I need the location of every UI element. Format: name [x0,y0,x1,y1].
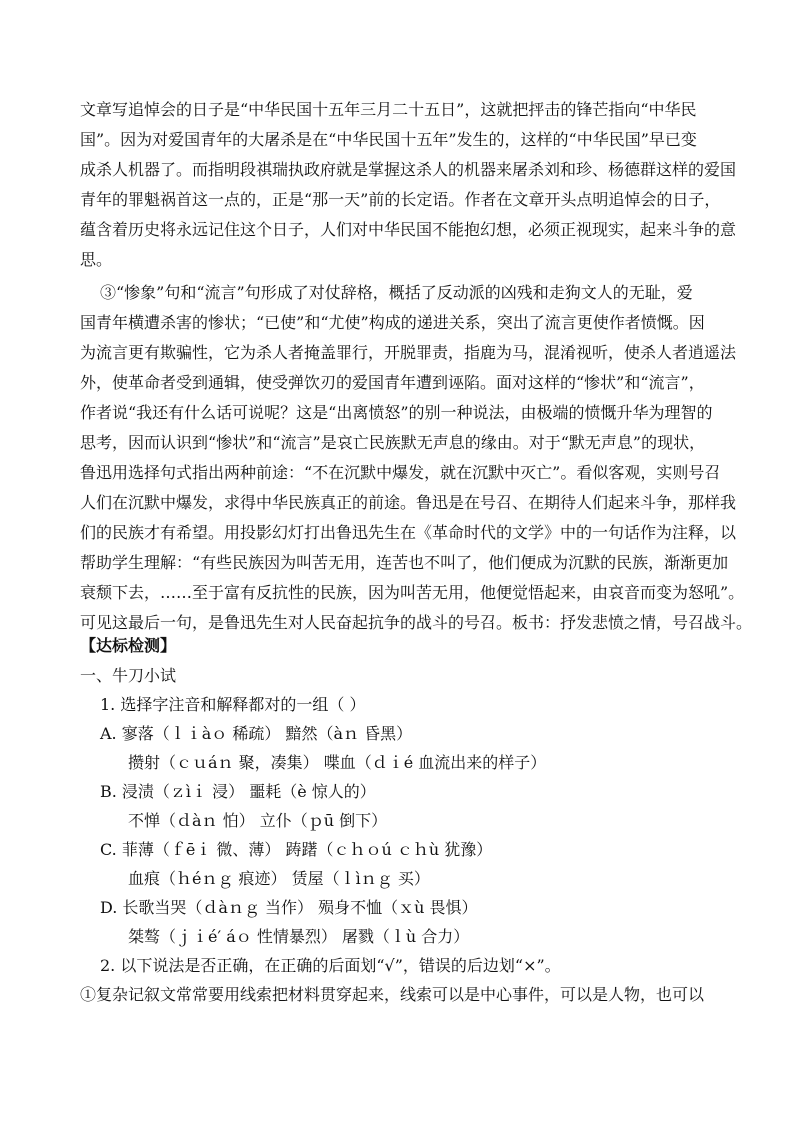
text-line: 国”。因为对爱国青年的大屠杀是在“中华民国十五年”发生的，这样的“中华民国”早已变 [80,130,697,149]
text-line: 思考，因而认识到“惨状”和“流言”是哀亡民族默无声息的缘由。对于“默无声息”的现状， [80,433,706,452]
option-c-line-2: 血痕（ｈéｎｇ 痕迹） 赁屋（ｌìｎｇ 买） [128,869,430,888]
option-a-line-1: A. 寥落（ｌｉàｏ 稀疏） 黯然（àｎ 昏黑） [100,724,413,743]
text-line: 鲁迅用选择句式指出两种前途：“不在沉默中爆发，就在沉默中灭亡”。看似客观，实则号召 [80,463,721,482]
text-line: 作者说“我还有什么话可说呢？这是“出离愤怒”的别一种说法，由极端的愤慨升华为理智的 [80,403,713,422]
text-line: 外，使革命者受到通辑，使受弹饮刃的爱国青年遭到诬陷。面对这样的“惨状”和“流言”， [80,373,705,392]
option-b-line-2: 不惮（ｄàｎ 怕） 立仆（ｐū 倒下） [128,811,388,830]
option-d-line-2: 桀骜（ｊｉé′ áｏ 性情暴烈） 屠戮（ｌù 合力） [128,927,470,946]
text-line: 成杀人机器了。而指明段祺瑞执政府就是掌握这杀人的机器来屠杀刘和珍、杨德群这样的爱国 [80,160,737,179]
option-d-line-1: D. 长歌当哭（ｄàｎｇ 当作） 殒身不恤（ｘù 畏惧） [100,898,478,917]
question-item: ①复杂记叙文常常要用线索把材料贯穿起来，线索可以是中心事件，可以是人物，也可以 [80,985,705,1004]
text-line: ③“惨象”句和“流言”句形成了对仗辞格，概括了反动派的凶残和走狗文人的无耻，爱 [100,283,693,302]
text-line: 衰颓下去，……至于富有反抗性的民族，因为叫苦无用，他便觉悟起来，由哀音而变为怒吼”。 [80,583,745,602]
text-line: 们的民族才有希望。用投影幻灯打出鲁迅先生在《革命时代的文学》中的一句话作为注释，以 [80,523,737,542]
question-stem: 1. 选择字注音和解释都对的一组（ ） [100,695,366,714]
option-c-line-1: C. 菲薄（ｆēｉ 微、薄） 踌躇（ｃｈｏú ｃｈù 犹豫） [100,840,493,859]
section-heading: 【达标检测】 [80,636,177,655]
text-line: 蕴含着历史将永远记住这个日子，人们对中华民国不能抱幻想，必须正视现实，起来斗争的意 [80,220,737,239]
text-line: 为流言更有欺骗性，它为杀人者掩盖罪行，开脱罪责，指鹿为马，混淆视听，使杀人者逍遥法 [80,343,737,362]
option-b-line-1: B. 浸渍（ｚìｉ 浸） 噩耗（è 惊人的） [100,782,376,801]
text-line: 思。 [80,250,113,269]
text-line: 可见这最后一句，是鲁迅先生对人民奋起抗争的战斗的号召。板书：抒发悲愤之情，号召战斗。 [80,613,753,632]
text-line: 文章写追悼会的日子是“中华民国十五年三月二十五日”，这就把抨击的锋芒指向“中华民 [80,100,697,119]
text-line: 国青年横遭杀害的惨状；“已使”和“尤使”构成的递进关系，突出了流言更使作者愤慨。因 [80,313,705,332]
text-line: 青年的罪魁祸首这一点的，正是“那一天”前的长定语。作者在文章开头点明追悼会的日子， [80,190,721,209]
text-line: 人们在沉默中爆发，求得中华民族真正的前途。鲁迅是在号召、在期待人们起来斗争，那样我 [80,493,737,512]
option-a-line-2: 攒射（ｃｕáｎ 聚，凑集） 喋血（ｄｉé 血流出来的样子） [128,753,547,772]
question-stem: 2. 以下说法是否正确，在正确的后面划“√”，错误的后边划“×”。 [100,956,561,975]
text-line: 帮助学生理解：“有些民族因为叫苦无用，连苦也不叫了，他们便成为沉默的民族，渐渐更加 [80,553,729,572]
section-subheading: 一、牛刀小试 [80,666,177,685]
